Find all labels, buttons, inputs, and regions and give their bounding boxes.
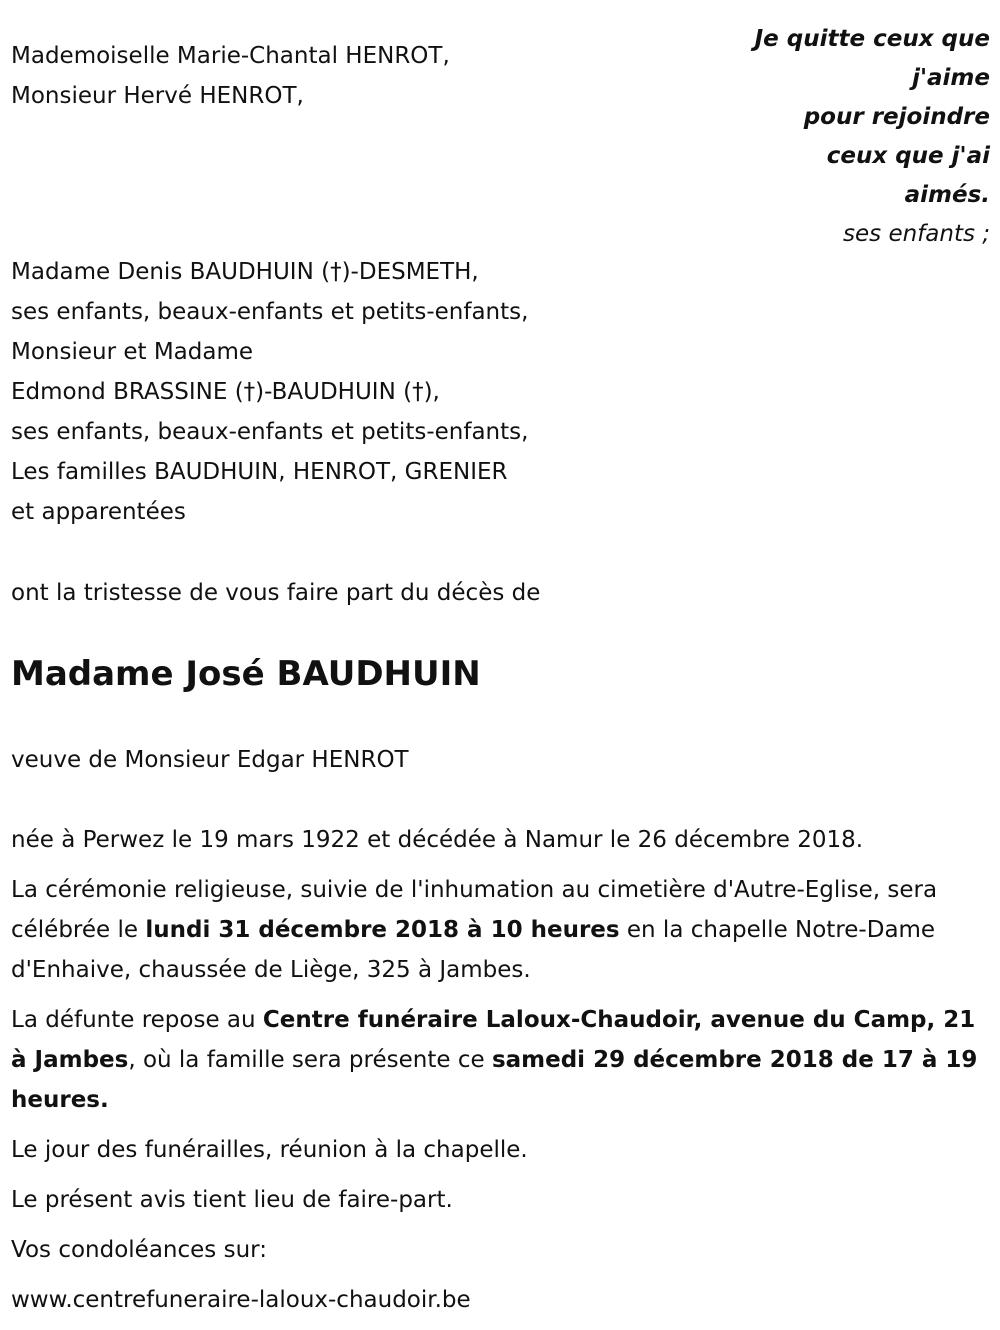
rest-visiting-date: samedi 29 décembre 2018 de 17 à 19 heures. <box>11 1047 978 1113</box>
birth-death-text: née à Perwez le 19 mars 1922 et décédée à Namur le 26 décembre 2018. <box>11 827 864 853</box>
family-block <box>11 252 711 532</box>
announcement-intro: ont la tristesse de vous faire part du décès de <box>11 580 541 606</box>
meeting-paragraph <box>11 1130 986 1170</box>
widow-of: veuve de Monsieur Edgar HENROT <box>11 747 409 773</box>
poem-line: Je quitte ceux que <box>754 26 990 52</box>
family-line: ses enfants, beaux-enfants et petits-enfants, <box>11 419 529 445</box>
child-name: Monsieur Hervé HENROT, <box>11 83 304 109</box>
rest-place: Centre funéraire Laloux-Chaudoir, avenue du Camp, 21 à Jambes <box>11 1007 976 1073</box>
poem-line: aimés. <box>904 182 990 208</box>
child-name: Mademoiselle Marie-Chantal HENROT, <box>11 43 450 69</box>
ceremony-date: lundi 31 décembre 2018 à 10 heures <box>145 917 620 943</box>
website-link[interactable]: www.centrefuneraire-laloux-chaudoir.be <box>11 1287 471 1313</box>
rest-text-2: , où la famille sera présente ce <box>128 1047 492 1073</box>
ceremony-text: La cérémonie religieuse, suivie de l'inhumation au cimetière d'Autre-Eglise, sera célébrée le <box>11 877 938 943</box>
children-block <box>11 36 651 116</box>
condolences-paragraph <box>11 1230 986 1270</box>
poem-line: j'aime <box>912 65 990 91</box>
rest-text: La défunte repose au <box>11 1007 263 1033</box>
family-line: ses enfants, beaux-enfants et petits-enfants, <box>11 299 529 325</box>
family-line: et apparentées <box>11 499 186 525</box>
notice-text: Le présent avis tient lieu de faire-part. <box>11 1187 453 1213</box>
notice-paragraph <box>11 1180 986 1220</box>
family-line: Les familles BAUDHUIN, HENROT, GRENIER <box>11 459 508 485</box>
family-line: Monsieur et Madame <box>11 339 254 365</box>
family-line: Madame Denis BAUDHUIN (†)-DESMETH, <box>11 259 479 285</box>
deceased-name: Madame José BAUDHUIN <box>11 654 481 694</box>
website-paragraph <box>11 1280 986 1320</box>
poem-line: ceux que j'ai <box>826 143 990 169</box>
family-line: Edmond BRASSINE (†)-BAUDHUIN (†), <box>11 379 440 405</box>
ceremony-paragraph <box>11 870 986 990</box>
meeting-text: Le jour des funérailles, réunion à la chapelle. <box>11 1137 528 1163</box>
notice-body <box>11 820 986 1330</box>
condolences-label: Vos condoléances sur: <box>11 1237 267 1263</box>
ceremony-location: en la chapelle Notre-Dame d'Enhaive, chaussée de Liège, 325 à Jambes. <box>11 917 936 983</box>
birth-death-dates <box>11 820 986 860</box>
poem-block <box>670 20 990 253</box>
poem-signature: ses enfants ; <box>843 221 990 247</box>
poem-line: pour rejoindre <box>803 104 990 130</box>
rest-paragraph <box>11 1000 986 1120</box>
